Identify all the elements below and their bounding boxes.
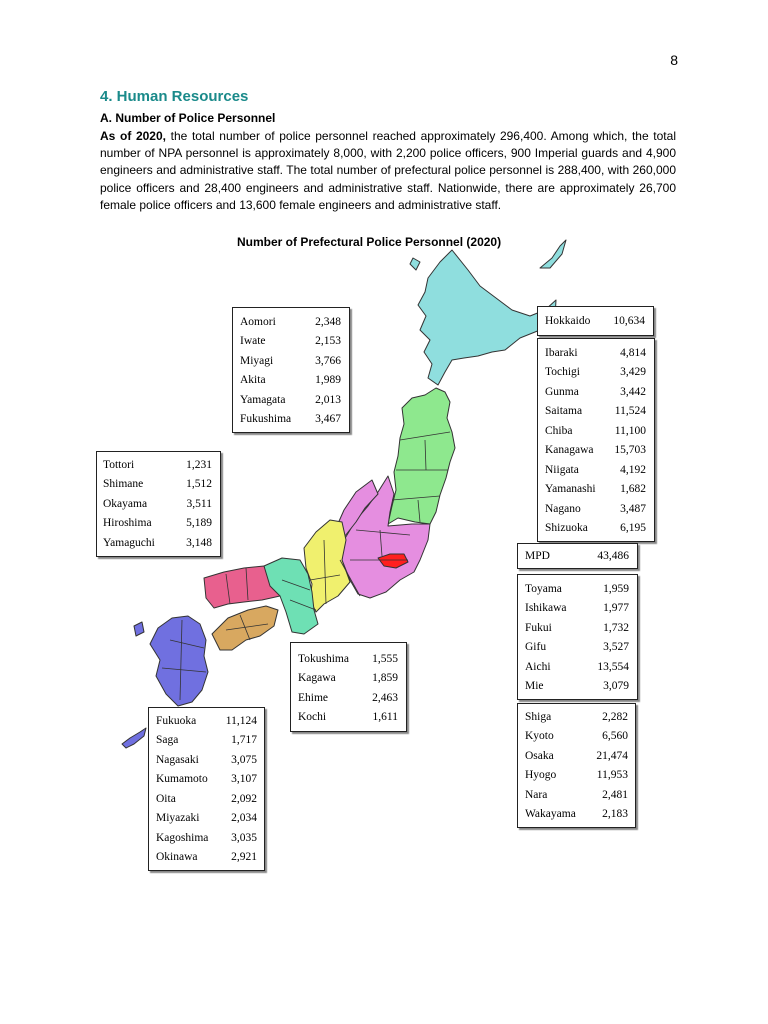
table-kyushu bbox=[148, 707, 265, 871]
table-row bbox=[103, 533, 212, 553]
region-kyushu bbox=[150, 616, 208, 706]
prefecture-name: Nagasaki bbox=[156, 753, 199, 766]
prefecture-name: Hokkaido bbox=[545, 314, 591, 327]
personnel-count: 13,554 bbox=[597, 660, 629, 673]
personnel-count: 3,075 bbox=[231, 753, 257, 766]
table-row bbox=[156, 731, 257, 751]
table-row bbox=[103, 475, 212, 495]
table-row bbox=[545, 519, 646, 539]
personnel-count: 11,953 bbox=[596, 769, 628, 782]
table-row bbox=[240, 312, 341, 332]
personnel-count: 3,035 bbox=[231, 831, 257, 844]
table-row bbox=[525, 638, 629, 658]
prefecture-name: Kumamoto bbox=[156, 773, 208, 786]
region-hokkaido-islet-north bbox=[410, 258, 420, 270]
personnel-count: 3,442 bbox=[620, 385, 646, 398]
personnel-count: 6,195 bbox=[620, 522, 646, 535]
personnel-count: 2,013 bbox=[315, 393, 341, 406]
table-shikoku bbox=[290, 642, 407, 732]
prefecture-name: Hiroshima bbox=[103, 517, 152, 530]
table-row bbox=[156, 770, 257, 790]
table-row bbox=[103, 455, 212, 475]
personnel-count: 1,611 bbox=[372, 711, 398, 724]
table-rows bbox=[545, 343, 646, 538]
prefecture-name: Ehime bbox=[298, 691, 329, 704]
prefecture-name: Okinawa bbox=[156, 851, 198, 864]
table-row bbox=[525, 599, 629, 619]
prefecture-name: Niigata bbox=[545, 463, 579, 476]
table-row bbox=[240, 351, 341, 371]
prefecture-name: Tokushima bbox=[298, 652, 349, 665]
table-row bbox=[298, 708, 398, 728]
table-row bbox=[103, 494, 212, 514]
personnel-count: 2,282 bbox=[602, 710, 628, 723]
table-row bbox=[545, 311, 645, 331]
personnel-count: 43,486 bbox=[597, 549, 629, 562]
personnel-count: 3,467 bbox=[315, 413, 341, 426]
personnel-count: 1,717 bbox=[231, 734, 257, 747]
table-row bbox=[240, 371, 341, 391]
prefecture-name: Gifu bbox=[525, 641, 547, 654]
table-rows bbox=[525, 546, 629, 566]
table-row bbox=[525, 579, 629, 599]
prefecture-name: Hyogo bbox=[525, 769, 557, 782]
table-row bbox=[525, 618, 629, 638]
table-row bbox=[156, 789, 257, 809]
personnel-count: 2,348 bbox=[315, 315, 341, 328]
table-mpd bbox=[517, 543, 638, 569]
table-row bbox=[298, 669, 398, 689]
table-chugoku bbox=[96, 451, 221, 557]
table-row bbox=[156, 848, 257, 868]
table-rows bbox=[156, 711, 257, 867]
prefecture-name: Kochi bbox=[298, 711, 327, 724]
table-row bbox=[240, 332, 341, 352]
table-row bbox=[545, 460, 646, 480]
prefecture-name: Yamaguchi bbox=[103, 536, 155, 549]
prefecture-name: Nara bbox=[525, 788, 548, 801]
region-hokkaido bbox=[418, 250, 556, 385]
prefecture-name: Miyazaki bbox=[156, 812, 200, 825]
personnel-count: 3,107 bbox=[231, 773, 257, 786]
table-row bbox=[156, 711, 257, 731]
table-hokkaido bbox=[537, 306, 654, 336]
prefecture-name: Toyama bbox=[525, 582, 562, 595]
prefecture-name: Yamagata bbox=[240, 393, 286, 406]
prefecture-name: Aomori bbox=[240, 315, 276, 328]
personnel-count: 6,560 bbox=[602, 730, 628, 743]
prefecture-name: Gunma bbox=[545, 385, 579, 398]
prefecture-name: Miyagi bbox=[240, 354, 274, 367]
personnel-count: 2,034 bbox=[231, 812, 257, 825]
prefecture-name: Aichi bbox=[525, 660, 551, 673]
prefecture-name: Okayama bbox=[103, 497, 148, 510]
table-tohoku bbox=[232, 307, 350, 433]
prefecture-name: Akita bbox=[240, 374, 266, 387]
personnel-count: 5,189 bbox=[186, 517, 212, 530]
prefecture-name: Tochigi bbox=[545, 366, 580, 379]
table-row bbox=[525, 746, 628, 766]
subsection-heading: A. Number of Police Personnel bbox=[100, 111, 276, 125]
table-rows bbox=[240, 312, 341, 429]
prefecture-name: Kagawa bbox=[298, 672, 336, 685]
personnel-count: 15,703 bbox=[614, 444, 646, 457]
prefecture-name: Shiga bbox=[525, 710, 552, 723]
prefecture-name: Shimane bbox=[103, 478, 144, 491]
table-kanto bbox=[537, 338, 655, 542]
prefecture-name: MPD bbox=[525, 549, 550, 562]
table-row bbox=[545, 480, 646, 500]
personnel-count: 3,511 bbox=[186, 497, 212, 510]
prefecture-name: Iwate bbox=[240, 335, 266, 348]
prefecture-name: Fukuoka bbox=[156, 714, 197, 727]
prefecture-name: Chiba bbox=[545, 424, 573, 437]
prefecture-name: Osaka bbox=[525, 749, 554, 762]
personnel-count: 3,766 bbox=[315, 354, 341, 367]
table-row bbox=[545, 499, 646, 519]
region-kyushu-islet bbox=[134, 622, 144, 636]
personnel-count: 1,512 bbox=[186, 478, 212, 491]
table-kinki bbox=[517, 703, 636, 828]
prefecture-name: Kanagawa bbox=[545, 444, 594, 457]
paragraph-lead: As of 2020, bbox=[100, 129, 166, 143]
table-rows bbox=[525, 707, 628, 824]
table-chubu bbox=[517, 574, 638, 700]
table-row bbox=[545, 402, 646, 422]
prefecture-name: Wakayama bbox=[525, 808, 576, 821]
personnel-count: 3,148 bbox=[186, 536, 212, 549]
personnel-count: 2,153 bbox=[315, 335, 341, 348]
table-row bbox=[545, 343, 646, 363]
prefecture-name: Ishikawa bbox=[525, 602, 567, 615]
prefecture-name: Nagano bbox=[545, 502, 581, 515]
personnel-count: 3,487 bbox=[620, 502, 646, 515]
personnel-count: 1,959 bbox=[603, 582, 629, 595]
personnel-count: 4,814 bbox=[620, 346, 646, 359]
table-row bbox=[525, 766, 628, 786]
personnel-count: 10,634 bbox=[613, 314, 645, 327]
personnel-count: 1,977 bbox=[603, 602, 629, 615]
personnel-count: 3,429 bbox=[620, 366, 646, 379]
personnel-count: 11,124 bbox=[225, 714, 257, 727]
prefecture-name: Saga bbox=[156, 734, 179, 747]
table-row bbox=[240, 390, 341, 410]
table-row bbox=[545, 421, 646, 441]
prefecture-name: Kagoshima bbox=[156, 831, 209, 844]
personnel-count: 1,732 bbox=[603, 621, 629, 634]
personnel-count: 3,079 bbox=[603, 680, 629, 693]
region-hokkaido-islet-east bbox=[540, 240, 566, 268]
personnel-count: 1,555 bbox=[372, 652, 398, 665]
map-title: Number of Prefectural Police Personnel (2020) bbox=[237, 235, 502, 249]
table-row bbox=[545, 382, 646, 402]
personnel-count: 11,100 bbox=[614, 424, 646, 437]
personnel-count: 4,192 bbox=[620, 463, 646, 476]
table-row bbox=[525, 707, 628, 727]
table-row bbox=[298, 688, 398, 708]
table-row bbox=[240, 410, 341, 430]
table-row bbox=[545, 441, 646, 461]
personnel-count: 1,989 bbox=[315, 374, 341, 387]
prefecture-name: Fukui bbox=[525, 621, 552, 634]
table-row bbox=[525, 657, 629, 677]
prefecture-name: Fukushima bbox=[240, 413, 292, 426]
prefecture-name: Yamanashi bbox=[545, 483, 596, 496]
personnel-count: 1,682 bbox=[620, 483, 646, 496]
table-row bbox=[298, 649, 398, 669]
table-row bbox=[156, 828, 257, 848]
region-tohoku bbox=[388, 388, 455, 524]
table-rows bbox=[103, 455, 212, 553]
paragraph-text: the total number of police personnel reached approximately 296,400. Among which, the total number of NPA personnel is approximately 8,000, with 2,200 police officers, 900 Imperial guards and 4,900 engineers and administrative staff. The total number of prefectural police personnel is 288,400, with 260,000 police officers and 28,400 engineers and administrative staff. Nationwide, there are approximately 26,700 female police officers and 13,600 female engineers and administrative staff. bbox=[100, 129, 676, 212]
personnel-count: 1,231 bbox=[186, 458, 212, 471]
prefecture-name: Tottori bbox=[103, 458, 135, 471]
personnel-count: 3,527 bbox=[603, 641, 629, 654]
table-row bbox=[103, 514, 212, 534]
table-rows bbox=[298, 649, 398, 727]
prefecture-name: Mie bbox=[525, 680, 544, 693]
personnel-count: 1,859 bbox=[372, 672, 398, 685]
table-row bbox=[525, 677, 629, 697]
personnel-count: 2,481 bbox=[602, 788, 628, 801]
personnel-count: 11,524 bbox=[614, 405, 646, 418]
table-row bbox=[156, 750, 257, 770]
prefecture-name: Oita bbox=[156, 792, 176, 805]
section-heading: 4. Human Resources bbox=[100, 88, 249, 105]
personnel-count: 2,092 bbox=[231, 792, 257, 805]
table-row bbox=[525, 727, 628, 747]
prefecture-name: Ibaraki bbox=[545, 346, 578, 359]
table-row bbox=[525, 546, 629, 566]
table-rows bbox=[525, 579, 629, 696]
personnel-count: 21,474 bbox=[596, 749, 628, 762]
personnel-count: 2,921 bbox=[231, 851, 257, 864]
table-row bbox=[545, 363, 646, 383]
table-row bbox=[156, 809, 257, 829]
table-rows bbox=[545, 311, 645, 331]
table-row bbox=[525, 785, 628, 805]
prefecture-name: Saitama bbox=[545, 405, 583, 418]
table-row bbox=[525, 805, 628, 825]
region-okinawa bbox=[122, 728, 146, 748]
personnel-count: 2,463 bbox=[372, 691, 398, 704]
page-number: 8 bbox=[670, 52, 678, 68]
prefecture-name: Kyoto bbox=[525, 730, 554, 743]
prefecture-name: Shizuoka bbox=[545, 522, 588, 535]
personnel-count: 2,183 bbox=[602, 808, 628, 821]
